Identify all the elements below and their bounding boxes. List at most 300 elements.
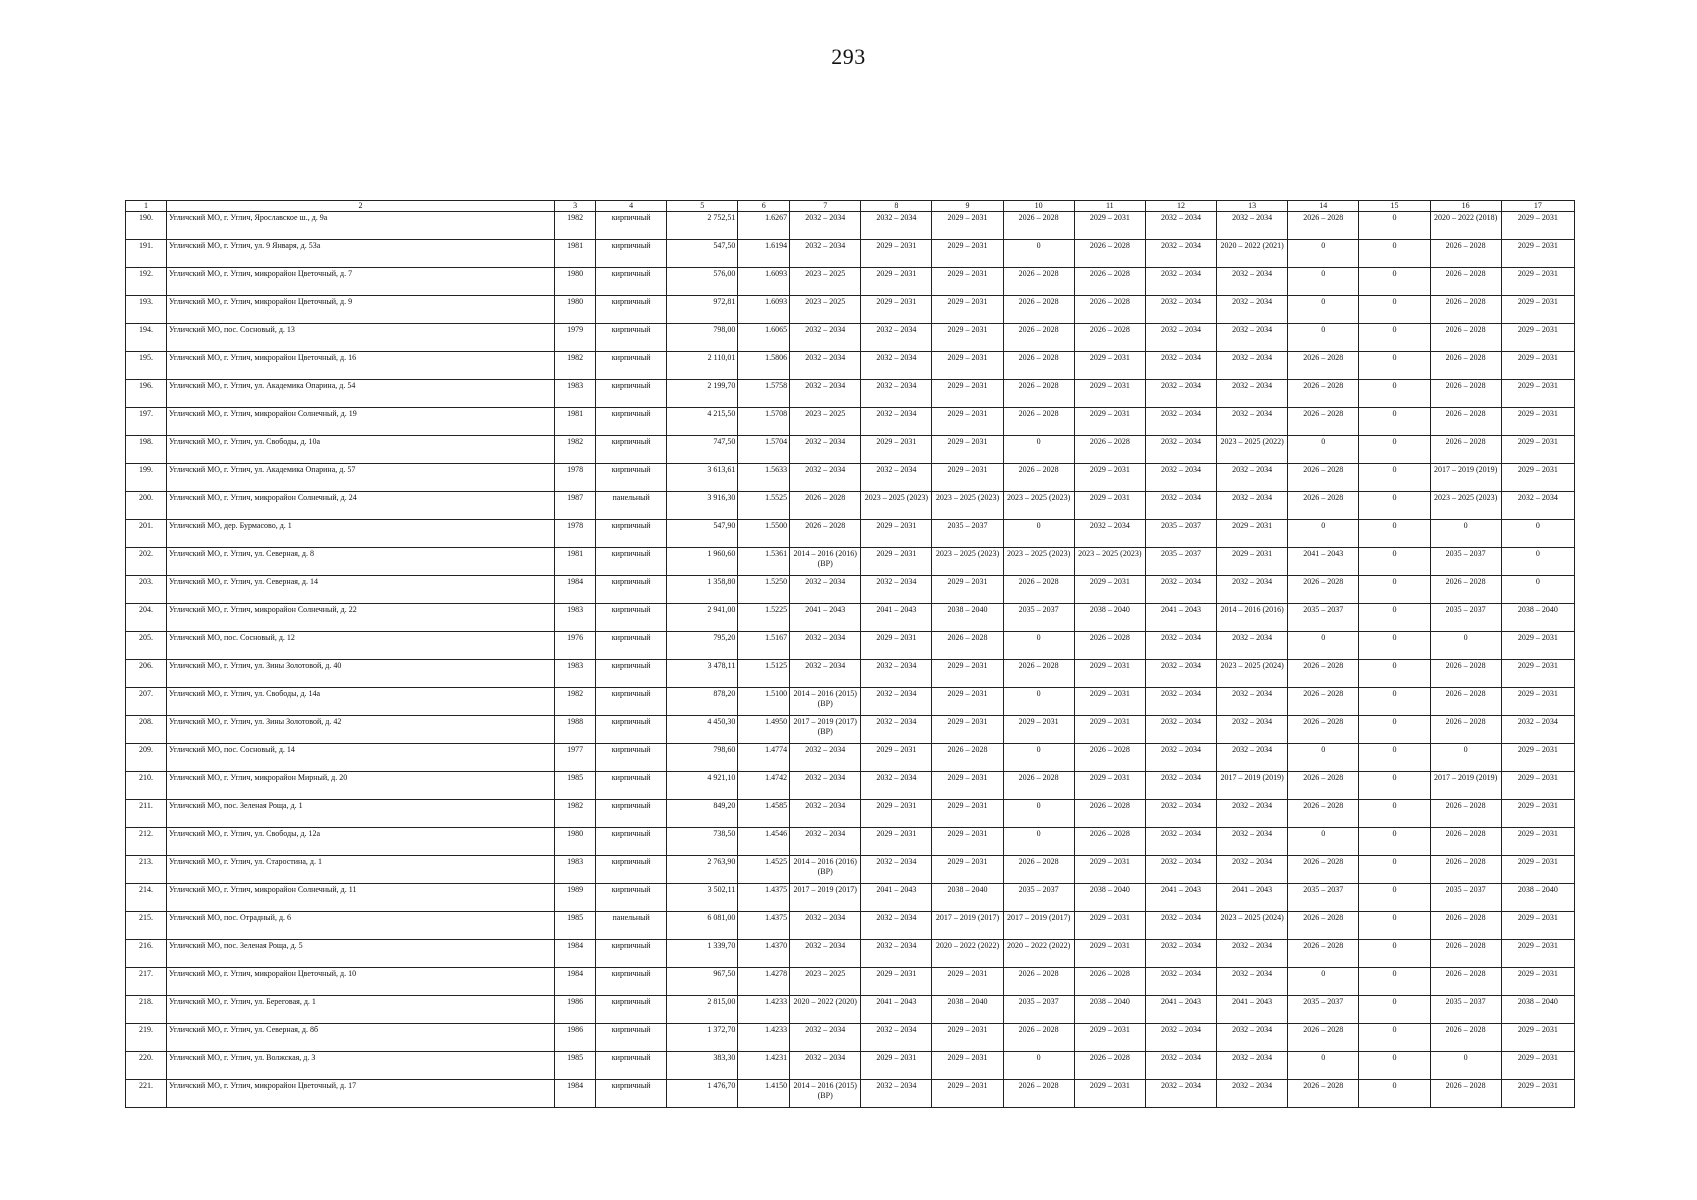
table-row: [126, 912, 1575, 940]
period-cell-col-11: 2023 – 2025 (2023): [1074, 548, 1145, 576]
period-cell-col-12: 2032 – 2034: [1145, 688, 1216, 716]
wall-material-cell: кирпичный: [596, 1052, 667, 1080]
period-cell-col-17: 2038 – 2040: [1501, 996, 1574, 1024]
row-number-cell: 209.: [126, 744, 167, 772]
page-number: 293: [831, 44, 866, 69]
column-header-9: 9: [932, 201, 1003, 212]
period-cell-col-9: 2029 – 2031: [932, 352, 1003, 380]
period-cell-col-14: 0: [1288, 240, 1359, 268]
period-cell-col-8: 2029 – 2031: [861, 268, 932, 296]
coefficient-cell: 1.5758: [738, 380, 790, 408]
period-cell-col-15: 0: [1359, 1080, 1430, 1108]
column-header-13: 13: [1217, 201, 1288, 212]
period-cell-col-14: 0: [1288, 296, 1359, 324]
period-cell-col-15: 0: [1359, 772, 1430, 800]
coefficient-cell: 1.4950: [738, 716, 790, 744]
period-cell-col-16: 2017 – 2019 (2019): [1430, 464, 1501, 492]
wall-material-cell: кирпичный: [596, 352, 667, 380]
period-cell-col-13: 2023 – 2025 (2022): [1217, 436, 1288, 464]
coefficient-cell: 1.4375: [738, 884, 790, 912]
period-cell-col-11: 2026 – 2028: [1074, 632, 1145, 660]
period-cell-col-17: 0: [1501, 520, 1574, 548]
period-cell-col-10: 2026 – 2028: [1003, 660, 1074, 688]
address-cell: Угличский МО, г. Углич, микрорайон Цветочный, д. 7: [166, 268, 554, 296]
period-cell-col-11: 2029 – 2031: [1074, 212, 1145, 240]
period-cell-col-17: 2029 – 2031: [1501, 828, 1574, 856]
period-cell-col-7: 2032 – 2034: [790, 1052, 861, 1080]
column-header-14: 14: [1288, 201, 1359, 212]
address-cell: Угличский МО, г. Углич, микрорайон Цветочный, д. 17: [166, 1080, 554, 1108]
table-row: [126, 996, 1575, 1024]
period-cell-col-11: 2026 – 2028: [1074, 240, 1145, 268]
period-cell-col-15: 0: [1359, 548, 1430, 576]
period-cell-col-14: 0: [1288, 436, 1359, 464]
period-cell-col-15: 0: [1359, 520, 1430, 548]
row-number-cell: 221.: [126, 1080, 167, 1108]
wall-material-cell: кирпичный: [596, 1080, 667, 1108]
period-cell-col-11: 2026 – 2028: [1074, 968, 1145, 996]
period-cell-col-16: 2026 – 2028: [1430, 352, 1501, 380]
wall-material-cell: кирпичный: [596, 1024, 667, 1052]
period-cell-col-16: 2017 – 2019 (2019): [1430, 772, 1501, 800]
period-cell-col-12: 2032 – 2034: [1145, 380, 1216, 408]
period-cell-col-17: 2029 – 2031: [1501, 940, 1574, 968]
period-cell-col-11: 2029 – 2031: [1074, 492, 1145, 520]
period-cell-col-15: 0: [1359, 324, 1430, 352]
row-number-cell: 205.: [126, 632, 167, 660]
period-cell-col-13: 2032 – 2034: [1217, 576, 1288, 604]
row-number-cell: 213.: [126, 856, 167, 884]
row-number-cell: 195.: [126, 352, 167, 380]
wall-material-cell: кирпичный: [596, 660, 667, 688]
row-number-cell: 199.: [126, 464, 167, 492]
period-cell-col-13: 2032 – 2034: [1217, 688, 1288, 716]
period-cell-col-16: 2035 – 2037: [1430, 996, 1501, 1024]
period-cell-col-14: 0: [1288, 268, 1359, 296]
period-cell-col-14: 2026 – 2028: [1288, 380, 1359, 408]
period-cell-col-12: 2032 – 2034: [1145, 940, 1216, 968]
period-cell-col-8: 2032 – 2034: [861, 212, 932, 240]
period-cell-col-11: 2026 – 2028: [1074, 1052, 1145, 1080]
area-cell: 2 763,90: [667, 856, 738, 884]
table-row: [126, 828, 1575, 856]
period-cell-col-15: 0: [1359, 240, 1430, 268]
period-cell-col-10: 2026 – 2028: [1003, 464, 1074, 492]
table-row: [126, 464, 1575, 492]
period-cell-col-10: 0: [1003, 688, 1074, 716]
wall-material-cell: кирпичный: [596, 464, 667, 492]
period-cell-col-15: 0: [1359, 380, 1430, 408]
area-cell: 383,30: [667, 1052, 738, 1080]
address-cell: Угличский МО, г. Углич, микрорайон Солнечный, д. 11: [166, 884, 554, 912]
row-number-cell: 200.: [126, 492, 167, 520]
period-cell-col-16: 2026 – 2028: [1430, 408, 1501, 436]
period-cell-col-15: 0: [1359, 296, 1430, 324]
period-cell-col-7: 2023 – 2025: [790, 268, 861, 296]
period-cell-col-9: 2029 – 2031: [932, 380, 1003, 408]
period-cell-col-17: 0: [1501, 576, 1574, 604]
period-cell-col-11: 2026 – 2028: [1074, 268, 1145, 296]
area-cell: 2 815,00: [667, 996, 738, 1024]
table-row: [126, 1052, 1575, 1080]
column-header-4: 4: [596, 201, 667, 212]
year-built-cell: 1986: [555, 1024, 596, 1052]
period-cell-col-11: 2029 – 2031: [1074, 660, 1145, 688]
period-cell-col-9: 2026 – 2028: [932, 632, 1003, 660]
period-cell-col-11: 2029 – 2031: [1074, 408, 1145, 436]
wall-material-cell: кирпичный: [596, 604, 667, 632]
period-cell-col-12: 2032 – 2034: [1145, 436, 1216, 464]
period-cell-col-15: 0: [1359, 492, 1430, 520]
period-cell-col-15: 0: [1359, 688, 1430, 716]
period-cell-col-10: 0: [1003, 632, 1074, 660]
period-cell-col-8: 2032 – 2034: [861, 772, 932, 800]
wall-material-cell: кирпичный: [596, 772, 667, 800]
period-cell-col-13: 2032 – 2034: [1217, 856, 1288, 884]
period-cell-col-7: 2026 – 2028: [790, 520, 861, 548]
wall-material-cell: панельный: [596, 492, 667, 520]
column-header-3: 3: [555, 201, 596, 212]
period-cell-col-11: 2026 – 2028: [1074, 436, 1145, 464]
period-cell-col-17: 2029 – 2031: [1501, 464, 1574, 492]
table-row: [126, 772, 1575, 800]
period-cell-col-16: 2026 – 2028: [1430, 1024, 1501, 1052]
period-cell-col-10: 2026 – 2028: [1003, 296, 1074, 324]
coefficient-cell: 1.4375: [738, 912, 790, 940]
row-number-cell: 197.: [126, 408, 167, 436]
period-cell-col-11: 2029 – 2031: [1074, 716, 1145, 744]
period-cell-col-14: 2035 – 2037: [1288, 884, 1359, 912]
wall-material-cell: кирпичный: [596, 828, 667, 856]
period-cell-col-12: 2032 – 2034: [1145, 800, 1216, 828]
period-cell-col-8: 2032 – 2034: [861, 324, 932, 352]
row-number-cell: 216.: [126, 940, 167, 968]
column-header-2: 2: [166, 201, 554, 212]
wall-material-cell: кирпичный: [596, 380, 667, 408]
row-number-cell: 196.: [126, 380, 167, 408]
period-cell-col-11: 2026 – 2028: [1074, 296, 1145, 324]
period-cell-col-9: 2029 – 2031: [932, 1052, 1003, 1080]
period-cell-col-9: 2020 – 2022 (2022): [932, 940, 1003, 968]
address-cell: Угличский МО, пос. Отрадный, д. 6: [166, 912, 554, 940]
row-number-cell: 202.: [126, 548, 167, 576]
period-cell-col-8: 2032 – 2034: [861, 1024, 932, 1052]
address-cell: Угличский МО, пос. Зеленая Роща, д. 5: [166, 940, 554, 968]
period-cell-col-10: 2026 – 2028: [1003, 576, 1074, 604]
period-cell-col-14: 2026 – 2028: [1288, 772, 1359, 800]
period-cell-col-12: 2032 – 2034: [1145, 1080, 1216, 1108]
period-cell-col-16: 2026 – 2028: [1430, 268, 1501, 296]
address-cell: Угличский МО, г. Углич, ул. Свободы, д. 14а: [166, 688, 554, 716]
period-cell-col-16: 2026 – 2028: [1430, 800, 1501, 828]
period-cell-col-15: 0: [1359, 800, 1430, 828]
period-cell-col-14: 2026 – 2028: [1288, 576, 1359, 604]
period-cell-col-13: 2032 – 2034: [1217, 296, 1288, 324]
period-cell-col-8: 2029 – 2031: [861, 828, 932, 856]
period-cell-col-13: 2029 – 2031: [1217, 548, 1288, 576]
period-cell-col-14: 0: [1288, 744, 1359, 772]
year-built-cell: 1982: [555, 352, 596, 380]
period-cell-col-8: 2032 – 2034: [861, 464, 932, 492]
period-cell-col-13: 2041 – 2043: [1217, 884, 1288, 912]
period-cell-col-15: 0: [1359, 1024, 1430, 1052]
period-cell-col-12: 2041 – 2043: [1145, 604, 1216, 632]
period-cell-col-15: 0: [1359, 716, 1430, 744]
table-row: [126, 968, 1575, 996]
period-cell-col-9: 2038 – 2040: [932, 996, 1003, 1024]
period-cell-col-14: 0: [1288, 324, 1359, 352]
coefficient-cell: 1.4370: [738, 940, 790, 968]
area-cell: 1 358,80: [667, 576, 738, 604]
address-cell: Угличский МО, г. Углич, ул. Зины Золотовой, д. 40: [166, 660, 554, 688]
period-cell-col-14: 2041 – 2043: [1288, 548, 1359, 576]
period-cell-col-15: 0: [1359, 940, 1430, 968]
period-cell-col-7: 2023 – 2025: [790, 968, 861, 996]
period-cell-col-10: 2026 – 2028: [1003, 324, 1074, 352]
period-cell-col-8: 2032 – 2034: [861, 856, 932, 884]
period-cell-col-15: 0: [1359, 856, 1430, 884]
year-built-cell: 1980: [555, 296, 596, 324]
period-cell-col-8: 2032 – 2034: [861, 940, 932, 968]
period-cell-col-14: 2026 – 2028: [1288, 912, 1359, 940]
period-cell-col-10: 2026 – 2028: [1003, 968, 1074, 996]
period-cell-col-11: 2029 – 2031: [1074, 380, 1145, 408]
row-number-cell: 212.: [126, 828, 167, 856]
period-cell-col-13: 2014 – 2016 (2016): [1217, 604, 1288, 632]
period-cell-col-13: 2023 – 2025 (2024): [1217, 660, 1288, 688]
address-cell: Угличский МО, пос. Зеленая Роща, д. 1: [166, 800, 554, 828]
period-cell-col-12: 2041 – 2043: [1145, 996, 1216, 1024]
row-number-cell: 218.: [126, 996, 167, 1024]
column-header-10: 10: [1003, 201, 1074, 212]
table-row: [126, 1080, 1575, 1108]
period-cell-col-17: 2029 – 2031: [1501, 1080, 1574, 1108]
table-row: [126, 492, 1575, 520]
area-cell: 798,00: [667, 324, 738, 352]
year-built-cell: 1982: [555, 436, 596, 464]
column-header-15: 15: [1359, 201, 1430, 212]
row-number-cell: 215.: [126, 912, 167, 940]
period-cell-col-11: 2029 – 2031: [1074, 352, 1145, 380]
period-cell-col-17: 2029 – 2031: [1501, 688, 1574, 716]
period-cell-col-8: 2029 – 2031: [861, 744, 932, 772]
wall-material-cell: кирпичный: [596, 408, 667, 436]
row-number-cell: 201.: [126, 520, 167, 548]
period-cell-col-16: 2026 – 2028: [1430, 296, 1501, 324]
period-cell-col-7: 2032 – 2034: [790, 1024, 861, 1052]
year-built-cell: 1985: [555, 1052, 596, 1080]
period-cell-col-15: 0: [1359, 828, 1430, 856]
period-cell-col-9: 2029 – 2031: [932, 268, 1003, 296]
period-cell-col-14: 0: [1288, 520, 1359, 548]
year-built-cell: 1984: [555, 576, 596, 604]
period-cell-col-9: 2029 – 2031: [932, 968, 1003, 996]
period-cell-col-9: 2029 – 2031: [932, 576, 1003, 604]
period-cell-col-13: 2041 – 2043: [1217, 996, 1288, 1024]
address-cell: Угличский МО, г. Углич, микрорайон Солнечный, д. 24: [166, 492, 554, 520]
period-cell-col-9: 2029 – 2031: [932, 772, 1003, 800]
period-cell-col-11: 2026 – 2028: [1074, 324, 1145, 352]
period-cell-col-16: 2026 – 2028: [1430, 940, 1501, 968]
period-cell-col-15: 0: [1359, 408, 1430, 436]
year-built-cell: 1977: [555, 744, 596, 772]
table-row: [126, 576, 1575, 604]
period-cell-col-11: 2032 – 2034: [1074, 520, 1145, 548]
address-cell: Угличский МО, г. Углич, ул. Волжская, д. 3: [166, 1052, 554, 1080]
table-row: [126, 744, 1575, 772]
year-built-cell: 1985: [555, 772, 596, 800]
coefficient-cell: 1.5167: [738, 632, 790, 660]
period-cell-col-7: 2032 – 2034: [790, 800, 861, 828]
period-cell-col-8: 2041 – 2043: [861, 604, 932, 632]
period-cell-col-14: 2026 – 2028: [1288, 352, 1359, 380]
period-cell-col-17: 2029 – 2031: [1501, 240, 1574, 268]
wall-material-cell: кирпичный: [596, 940, 667, 968]
period-cell-col-12: 2032 – 2034: [1145, 744, 1216, 772]
period-cell-col-17: 2029 – 2031: [1501, 856, 1574, 884]
year-built-cell: 1978: [555, 520, 596, 548]
period-cell-col-12: 2032 – 2034: [1145, 716, 1216, 744]
period-cell-col-11: 2026 – 2028: [1074, 744, 1145, 772]
period-cell-col-12: 2032 – 2034: [1145, 772, 1216, 800]
period-cell-col-10: 0: [1003, 240, 1074, 268]
address-cell: Угличский МО, г. Углич, микрорайон Солнечный, д. 19: [166, 408, 554, 436]
period-cell-col-9: 2029 – 2031: [932, 856, 1003, 884]
address-cell: Угличский МО, г. Углич, ул. Северная, д. 8б: [166, 1024, 554, 1052]
period-cell-col-17: 2038 – 2040: [1501, 604, 1574, 632]
period-cell-col-10: 2026 – 2028: [1003, 212, 1074, 240]
year-built-cell: 1984: [555, 940, 596, 968]
period-cell-col-7: 2032 – 2034: [790, 772, 861, 800]
period-cell-col-16: 2026 – 2028: [1430, 576, 1501, 604]
address-cell: Угличский МО, дер. Бурмасово, д. 1: [166, 520, 554, 548]
period-cell-col-15: 0: [1359, 996, 1430, 1024]
period-cell-col-10: 0: [1003, 744, 1074, 772]
area-cell: 738,50: [667, 828, 738, 856]
period-cell-col-10: 0: [1003, 800, 1074, 828]
table-row: [126, 856, 1575, 884]
wall-material-cell: панельный: [596, 912, 667, 940]
table-row: [126, 1024, 1575, 1052]
area-cell: 1 476,70: [667, 1080, 738, 1108]
period-cell-col-7: 2032 – 2034: [790, 660, 861, 688]
period-cell-col-9: 2029 – 2031: [932, 240, 1003, 268]
period-cell-col-14: 2026 – 2028: [1288, 940, 1359, 968]
period-cell-col-8: 2032 – 2034: [861, 576, 932, 604]
area-cell: 4 450,30: [667, 716, 738, 744]
period-cell-col-8: 2029 – 2031: [861, 632, 932, 660]
period-cell-col-12: 2032 – 2034: [1145, 1052, 1216, 1080]
period-cell-col-7: 2032 – 2034: [790, 940, 861, 968]
wall-material-cell: кирпичный: [596, 240, 667, 268]
period-cell-col-12: 2032 – 2034: [1145, 632, 1216, 660]
period-cell-col-16: 2026 – 2028: [1430, 1080, 1501, 1108]
period-cell-col-8: 2032 – 2034: [861, 408, 932, 436]
period-cell-col-16: 2026 – 2028: [1430, 856, 1501, 884]
register-table: [125, 200, 1575, 1108]
address-cell: Угличский МО, г. Углич, микрорайон Мирный, д. 20: [166, 772, 554, 800]
period-cell-col-13: 2032 – 2034: [1217, 268, 1288, 296]
period-cell-col-15: 0: [1359, 352, 1430, 380]
period-cell-col-11: 2029 – 2031: [1074, 772, 1145, 800]
period-cell-col-9: 2038 – 2040: [932, 604, 1003, 632]
period-cell-col-9: 2029 – 2031: [932, 1080, 1003, 1108]
register-sheet: [125, 200, 1575, 1108]
period-cell-col-12: 2032 – 2034: [1145, 576, 1216, 604]
period-cell-col-14: 2026 – 2028: [1288, 1080, 1359, 1108]
coefficient-cell: 1.5125: [738, 660, 790, 688]
period-cell-col-7: 2014 – 2016 (2015) (ВР): [790, 688, 861, 716]
period-cell-col-12: 2032 – 2034: [1145, 660, 1216, 688]
period-cell-col-14: 0: [1288, 1052, 1359, 1080]
address-cell: Угличский МО, г. Углич, ул. Свободы, д. 12а: [166, 828, 554, 856]
row-number-cell: 192.: [126, 268, 167, 296]
coefficient-cell: 1.6194: [738, 240, 790, 268]
period-cell-col-9: 2029 – 2031: [932, 660, 1003, 688]
period-cell-col-15: 0: [1359, 604, 1430, 632]
address-cell: Угличский МО, г. Углич, ул. Северная, д. 8: [166, 548, 554, 576]
period-cell-col-17: 2038 – 2040: [1501, 884, 1574, 912]
wall-material-cell: кирпичный: [596, 744, 667, 772]
period-cell-col-13: 2032 – 2034: [1217, 408, 1288, 436]
table-row: [126, 212, 1575, 240]
period-cell-col-17: 2029 – 2031: [1501, 296, 1574, 324]
coefficient-cell: 1.5361: [738, 548, 790, 576]
period-cell-col-13: 2032 – 2034: [1217, 324, 1288, 352]
period-cell-col-13: 2032 – 2034: [1217, 380, 1288, 408]
period-cell-col-12: 2032 – 2034: [1145, 212, 1216, 240]
address-cell: Угличский МО, г. Углич, ул. Свободы, д. 10а: [166, 436, 554, 464]
period-cell-col-11: 2038 – 2040: [1074, 884, 1145, 912]
period-cell-col-11: 2029 – 2031: [1074, 912, 1145, 940]
period-cell-col-11: 2029 – 2031: [1074, 940, 1145, 968]
period-cell-col-16: 2026 – 2028: [1430, 380, 1501, 408]
period-cell-col-7: 2017 – 2019 (2017): [790, 884, 861, 912]
table-row: [126, 380, 1575, 408]
year-built-cell: 1982: [555, 688, 596, 716]
period-cell-col-7: 2041 – 2043: [790, 604, 861, 632]
period-cell-col-14: 0: [1288, 828, 1359, 856]
period-cell-col-7: 2032 – 2034: [790, 240, 861, 268]
period-cell-col-17: 2032 – 2034: [1501, 716, 1574, 744]
year-built-cell: 1989: [555, 884, 596, 912]
period-cell-col-9: 2029 – 2031: [932, 296, 1003, 324]
period-cell-col-13: 2032 – 2034: [1217, 1080, 1288, 1108]
period-cell-col-12: 2032 – 2034: [1145, 464, 1216, 492]
period-cell-col-7: 2032 – 2034: [790, 912, 861, 940]
period-cell-col-17: 2029 – 2031: [1501, 632, 1574, 660]
period-cell-col-9: 2029 – 2031: [932, 716, 1003, 744]
period-cell-col-8: 2032 – 2034: [861, 352, 932, 380]
period-cell-col-9: 2026 – 2028: [932, 744, 1003, 772]
column-header-16: 16: [1430, 201, 1501, 212]
wall-material-cell: кирпичный: [596, 520, 667, 548]
wall-material-cell: кирпичный: [596, 856, 667, 884]
period-cell-col-10: 2026 – 2028: [1003, 408, 1074, 436]
period-cell-col-13: 2029 – 2031: [1217, 520, 1288, 548]
period-cell-col-15: 0: [1359, 968, 1430, 996]
period-cell-col-10: 2023 – 2025 (2023): [1003, 548, 1074, 576]
period-cell-col-16: 0: [1430, 1052, 1501, 1080]
period-cell-col-12: 2032 – 2034: [1145, 296, 1216, 324]
period-cell-col-7: 2032 – 2034: [790, 380, 861, 408]
table-row: [126, 520, 1575, 548]
period-cell-col-10: 2029 – 2031: [1003, 716, 1074, 744]
area-cell: 798,60: [667, 744, 738, 772]
period-cell-col-11: 2029 – 2031: [1074, 1024, 1145, 1052]
period-cell-col-17: 2032 – 2034: [1501, 492, 1574, 520]
period-cell-col-16: 2026 – 2028: [1430, 716, 1501, 744]
